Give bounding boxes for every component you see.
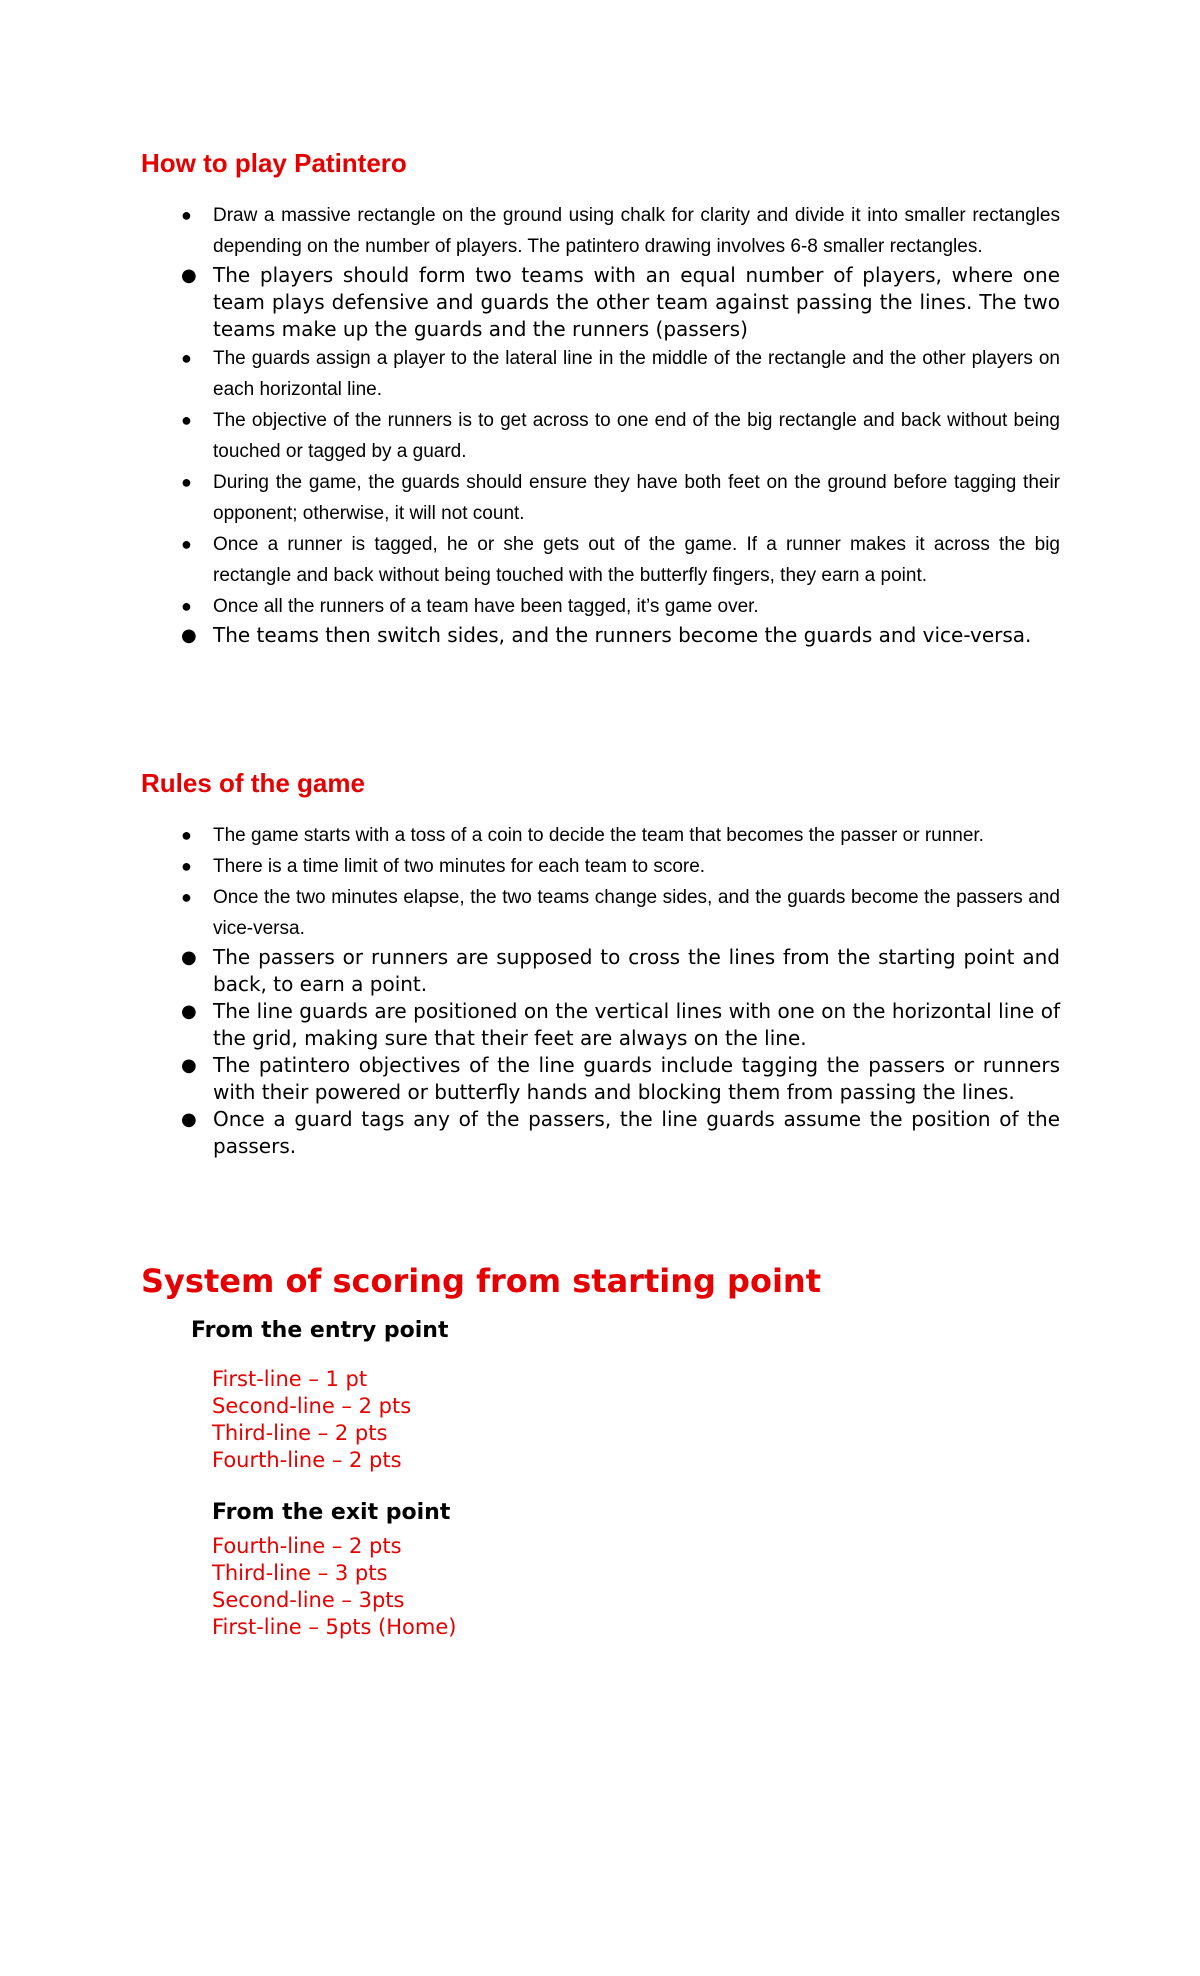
bullet-icon: ● [181,887,192,907]
bullet-icon: ● [181,472,192,492]
bullet-icon: ● [181,1109,197,1130]
bullet-icon: ● [181,825,192,845]
exit-point-list [212,1533,456,1641]
list-item: Fourth-line – 2 pts [212,1448,402,1472]
bullet-icon: ● [181,205,192,225]
bullet-icon: ● [181,1001,197,1022]
list-item: First-line – 5pts (Home) [212,1615,457,1639]
list-item: ● Draw a massive rectangle on the ground using chalk for clarity and divide it into smaller rectangles depending on the number of players. The patintero drawing involves 6-8 smaller rectangles. [141,200,1060,262]
list-item: Second-line – 3pts [212,1588,405,1612]
bullet-icon: ● [181,596,192,616]
bullet-icon: ● [181,625,197,646]
rules-heading: Rules of the game [141,768,365,798]
list-item: ● The objective of the runners is to get across to one end of the big rectangle and back without being touched or tagged by a guard. [141,405,1060,467]
list-item: Third-line – 2 pts [212,1421,388,1445]
how-to-play-list [141,200,1060,649]
list-item: ● The patintero objectives of the line guards include tagging the passers or runners with their powered or butterfly hands and blocking them from passing the lines. [181,1053,1060,1104]
list-item: Second-line – 2 pts [212,1394,412,1418]
list-item: ● The guards assign a player to the lateral line in the middle of the rectangle and the other players on each horizontal line. [141,343,1060,405]
scoring-heading: System of scoring from starting point [141,1262,821,1300]
list-item: ● During the game, the guards should ensure they have both feet on the ground before tagging their opponent; otherwise, it will not count. [141,467,1060,529]
list-item: ● Once all the runners of a team have been tagged, it’s game over. [141,591,1060,622]
list-item: ● Once a guard tags any of the passers, the line guards assume the position of the passers. [181,1107,1060,1158]
bullet-icon: ● [181,534,192,554]
list-item: ● There is a time limit of two minutes for each team to score. [141,851,1060,882]
list-item: Third-line – 3 pts [212,1561,388,1585]
exit-point-heading: From the exit point [212,1500,451,1525]
bullet-icon: ● [181,947,197,968]
bullet-icon: ● [181,410,192,430]
list-item: First-line – 1 pt [212,1367,368,1391]
bullet-icon: ● [181,856,192,876]
bullet-icon: ● [181,265,197,286]
list-item: ● Once the two minutes elapse, the two teams change sides, and the guards become the passers and vice-versa. [141,882,1060,944]
list-item: ● The passers or runners are supposed to cross the lines from the starting point and back, to earn a point. [181,945,1060,996]
list-item: ● The teams then switch sides, and the runners become the guards and vice-versa. [181,623,1032,647]
list-item: ● Once a runner is tagged, he or she gets out of the game. If a runner makes it across the big rectangle and back without being touched with the butterfly fingers, they earn a point. [141,529,1060,591]
entry-point-heading: From the entry point [191,1318,449,1343]
list-item: ● The players should form two teams with an equal number of players, where one team plays defensive and guards the other team against passing the lines. The two teams make up the guards and the runners (passers) [181,263,1060,341]
list-item: ● The game starts with a toss of a coin to decide the team that becomes the passer or runner. [141,820,1060,851]
bullet-icon: ● [181,348,192,368]
rules-list [141,820,1060,1160]
how-to-play-heading: How to play Patintero [141,148,407,178]
entry-point-list [212,1366,411,1474]
list-item: Fourth-line – 2 pts [212,1534,402,1558]
list-item: ● The line guards are positioned on the vertical lines with one on the horizontal line of the grid, making sure that their feet are always on the line. [181,999,1060,1050]
bullet-icon: ● [181,1055,197,1076]
